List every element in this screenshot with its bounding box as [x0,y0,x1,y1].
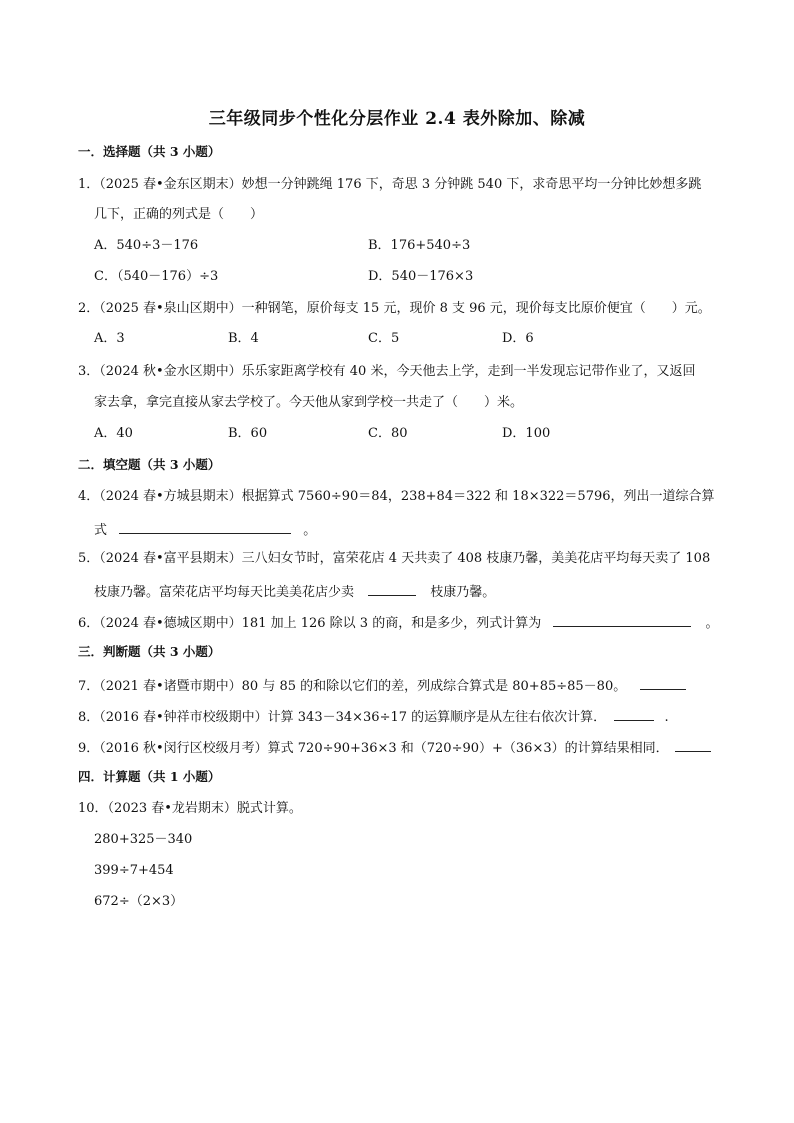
answer-blank[interactable] [640,676,686,690]
question-9-line-1 [78,738,711,757]
question-7-text: 7．（2021 春•诸暨市期中）80 与 85 的和除以它们的差，列成综合算式是 80+85÷85－80。 [78,679,627,694]
question-8-end: . [664,710,669,725]
question-2-option-c: C．5 [368,331,400,346]
question-2-option-a: A．3 [94,331,125,346]
question-9-text: 9．（2016 秋•闵行区校级月考）算式 720÷90+36×3 和（720÷90）+（36×3）的计算结果相同． [78,741,669,756]
answer-blank[interactable] [553,613,691,627]
question-6-text: 6．（2024 春•德城区期中）181 加上 126 除以 3 的商，和是多少，列式计算为 [78,616,542,631]
answer-blank[interactable] [675,738,711,752]
question-8-line-1 [78,707,669,726]
question-1-line-2: 几下，正确的列式是（ ） [94,207,264,222]
section-heading-judge: 三．判断题（共 3 小题） [78,644,221,659]
question-5-suffix: 枝康乃馨。 [430,585,496,600]
question-3-line-2: 家去拿，拿完直接从家去学校了。今天他从家到学校一共走了（ ）米。 [94,395,524,410]
question-1-option-c: C．（540－176）÷3 [94,269,219,284]
page-title: 三年级同步个性化分层作业 2.4 表外除加、除减 [208,109,586,129]
question-5-prefix: 枝康乃馨。富荣花店平均每天比美美花店少卖 [94,585,355,600]
answer-blank[interactable] [368,582,416,596]
section-heading-calc: 四．计算题（共 1 小题） [78,769,221,784]
answer-blank[interactable] [614,707,654,721]
question-10-line-1: 10．（2023 春•龙岩期末）脱式计算。 [78,801,302,816]
expression-3: 672÷（2×3） [94,894,184,909]
question-6-line-1 [78,613,719,632]
section-heading-fill: 二．填空题（共 3 小题） [78,457,221,472]
question-3-option-b: B．60 [228,426,268,441]
question-1-option-b: B．176+540÷3 [368,238,471,253]
section-heading-choice: 一．选择题（共 3 小题） [78,144,221,159]
answer-blank[interactable] [119,520,291,534]
question-6-suffix: 。 [705,616,719,631]
question-1-option-d: D．540－176×3 [368,269,474,284]
question-8-text: 8．（2016 春•钟祥市校级期中）计算 343－34×36÷17 的运算顺序是从左往右依次计算． [78,710,607,725]
expression-2: 399÷7+454 [94,863,174,878]
question-4-suffix: 。 [303,523,317,538]
question-1-option-a: A．540÷3－176 [94,238,199,253]
question-5-line-1: 5．（2024 春•富平县期末）三八妇女节时，富荣花店 4 天共卖了 408 枝康乃馨，美美花店平均每天卖了 108 [78,551,711,566]
question-4-line-2 [94,520,316,539]
question-3-option-c: C．80 [368,426,408,441]
question-4-prefix: 式 [94,523,108,538]
question-2-line-1: 2．（2025 春•泉山区期中）一种钢笔，原价每支 15 元，现价 8 支 96 元，现价每支比原价便宜（ ）元。 [78,301,711,316]
question-3-option-a: A．40 [94,426,133,441]
question-3-option-d: D．100 [502,426,551,441]
question-1-line-1: 1．（2025 春•金东区期末）妙想一分钟跳绳 176 下，奇思 3 分钟跳 540 下，求奇思平均一分钟比妙想多跳 [78,177,702,192]
question-4-line-1: 4．（2024 春•方城县期末）根据算式 7560÷90＝84，238+84＝322 和 18×322＝5796，列出一道综合算 [78,489,715,504]
question-7-line-1 [78,676,686,695]
question-2-option-d: D．6 [502,331,534,346]
question-2-option-b: B．4 [228,331,259,346]
question-3-line-1: 3．（2024 秋•金水区期中）乐乐家距离学校有 40 米，今天他去上学，走到一半发现忘记带作业了，又返回 [78,364,696,379]
expression-1: 280+325－340 [94,832,193,847]
question-5-line-2 [94,582,495,601]
